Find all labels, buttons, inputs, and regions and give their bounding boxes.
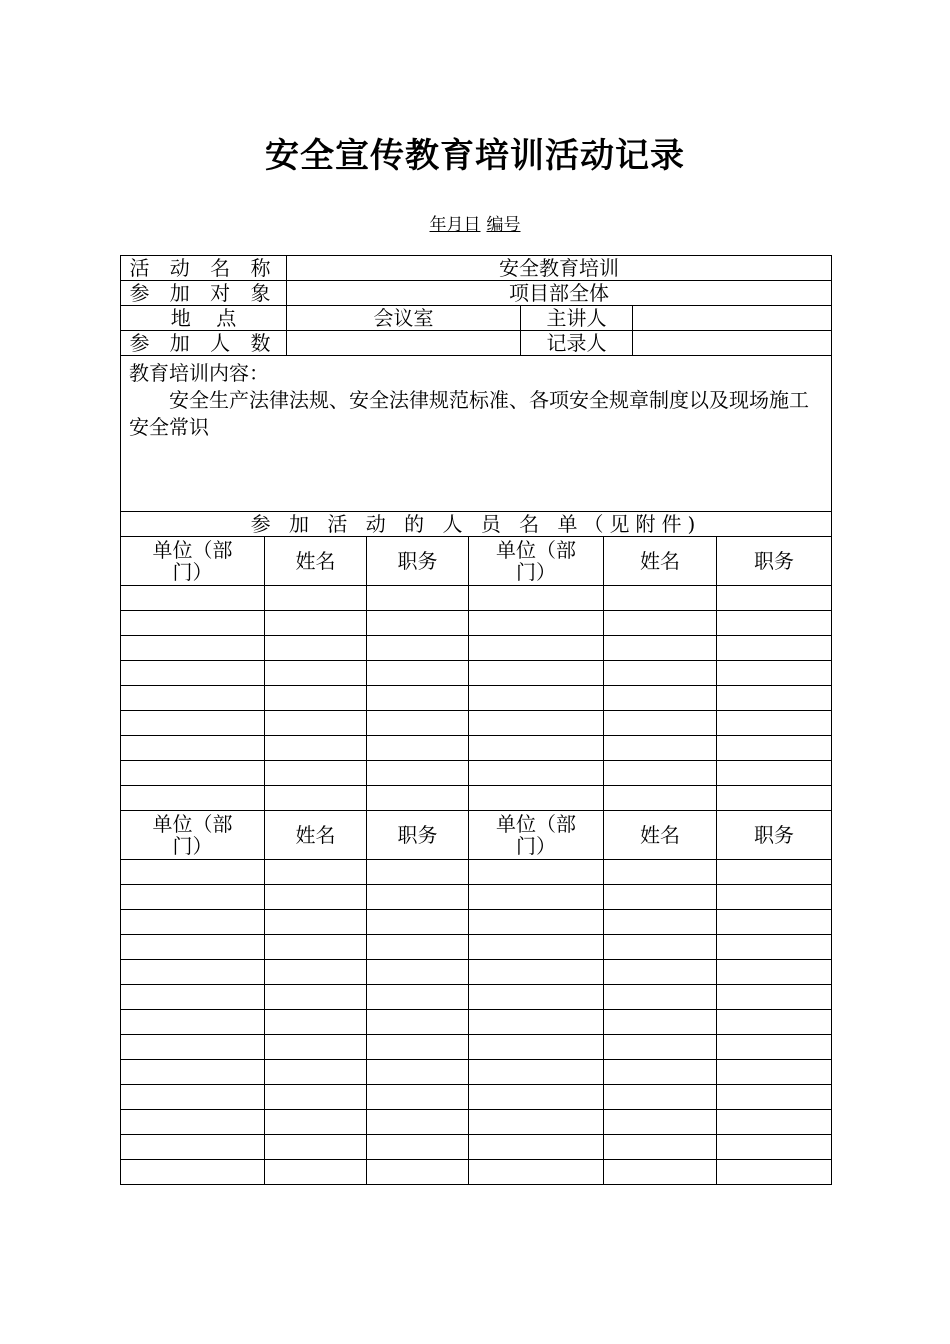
- roster-cell-position[interactable]: [367, 1085, 469, 1110]
- roster-cell-name-2[interactable]: [604, 1060, 717, 1085]
- roster-row: [121, 910, 832, 935]
- roster-cell-unit-dept-2[interactable]: [469, 1085, 604, 1110]
- training-content-row: [121, 356, 832, 512]
- roster-cell-unit-dept-2[interactable]: [469, 736, 604, 761]
- roster-cell-unit-dept-2[interactable]: [469, 1010, 604, 1035]
- roster-cell-name-2[interactable]: [604, 885, 717, 910]
- roster-cell-name[interactable]: [265, 636, 367, 661]
- roster-cell-unit-dept[interactable]: [121, 1160, 265, 1185]
- roster-cell-name[interactable]: [265, 1085, 367, 1110]
- roster-header-label: 职务: [754, 549, 794, 573]
- roster-cell-position-2[interactable]: [717, 985, 832, 1010]
- roster-cell-position-2[interactable]: [717, 711, 832, 736]
- roster-cell-name[interactable]: [265, 1135, 367, 1160]
- roster-cell-position[interactable]: [367, 686, 469, 711]
- roster-cell-unit-dept[interactable]: [121, 711, 265, 736]
- roster-row: [121, 860, 832, 885]
- roster-cell-position-2[interactable]: [717, 860, 832, 885]
- roster-header-label: 姓名: [640, 549, 680, 573]
- participants-row: [121, 281, 832, 306]
- roster-cell-name[interactable]: [265, 786, 367, 811]
- roster-cell-unit-dept-2[interactable]: [469, 860, 604, 885]
- roster-cell-name[interactable]: [265, 761, 367, 786]
- roster-row: [121, 711, 832, 736]
- roster-cell-name-2[interactable]: [604, 1085, 717, 1110]
- roster-row: [121, 1010, 832, 1035]
- roster-cell-unit-dept[interactable]: [121, 1035, 265, 1060]
- roster-cell-unit-dept[interactable]: [121, 786, 265, 811]
- roster-cell-unit-dept[interactable]: [121, 960, 265, 985]
- attendee-count-label: 参 加 人 数: [121, 331, 287, 356]
- roster-cell-unit-dept-2[interactable]: [469, 611, 604, 636]
- roster-cell-unit-dept[interactable]: [121, 1110, 265, 1135]
- roster-cell-name[interactable]: [265, 586, 367, 611]
- roster-cell-name-2[interactable]: [604, 860, 717, 885]
- roster-cell-unit-dept[interactable]: [121, 736, 265, 761]
- roster-cell-position-2[interactable]: [717, 786, 832, 811]
- roster-cell-name[interactable]: [265, 1010, 367, 1035]
- roster-header-row: [121, 811, 832, 860]
- roster-row: [121, 985, 832, 1010]
- roster-cell-unit-dept[interactable]: [121, 686, 265, 711]
- participants-label: 参 加 对 象: [121, 281, 287, 306]
- roster-row: [121, 736, 832, 761]
- roster-header-label: 姓名: [295, 823, 336, 847]
- roster-row: [121, 636, 832, 661]
- roster-cell-name-2[interactable]: [604, 1010, 717, 1035]
- roster-cell-position[interactable]: [367, 1160, 469, 1185]
- attendee-count-row: [121, 331, 832, 356]
- roster-cell-position-2[interactable]: [717, 960, 832, 985]
- roster-cell-position[interactable]: [367, 661, 469, 686]
- roster-cell-name-2[interactable]: [604, 910, 717, 935]
- roster-cell-name[interactable]: [265, 910, 367, 935]
- speaker-value[interactable]: [633, 306, 832, 331]
- roster-cell-name-2[interactable]: [604, 661, 717, 686]
- roster-cell-unit-dept[interactable]: [121, 935, 265, 960]
- roster-cell-name-2[interactable]: [604, 960, 717, 985]
- roster-cell-unit-dept[interactable]: [121, 611, 265, 636]
- roster-cell-position[interactable]: [367, 1135, 469, 1160]
- roster-header-name: [265, 811, 367, 860]
- roster-cell-unit-dept-2[interactable]: [469, 935, 604, 960]
- roster-header-position: [367, 537, 469, 586]
- attendee-count-value[interactable]: [287, 331, 521, 356]
- roster-cell-position-2[interactable]: [717, 1060, 832, 1085]
- roster-cell-unit-dept-2[interactable]: [469, 1160, 604, 1185]
- roster-title-row: [121, 512, 832, 537]
- roster-cell-position[interactable]: [367, 636, 469, 661]
- roster-cell-name[interactable]: [265, 885, 367, 910]
- roster-header-label: 单位（部门）: [496, 812, 576, 858]
- roster-cell-position-2[interactable]: [717, 661, 832, 686]
- roster-cell-unit-dept-2[interactable]: [469, 1060, 604, 1085]
- roster-cell-name[interactable]: [265, 1060, 367, 1085]
- roster-row: [121, 885, 832, 910]
- roster-row: [121, 960, 832, 985]
- roster-header-position-2: [717, 537, 832, 586]
- roster-cell-position-2[interactable]: [717, 611, 832, 636]
- roster-cell-name[interactable]: [265, 611, 367, 636]
- roster-cell-position-2[interactable]: [717, 736, 832, 761]
- roster-cell-position[interactable]: [367, 860, 469, 885]
- roster-header-label: 职务: [397, 549, 438, 573]
- roster-cell-unit-dept-2[interactable]: [469, 711, 604, 736]
- roster-cell-name-2[interactable]: [604, 611, 717, 636]
- roster-cell-name[interactable]: [265, 1035, 367, 1060]
- roster-cell-position[interactable]: [367, 1035, 469, 1060]
- roster-cell-unit-dept[interactable]: [121, 1085, 265, 1110]
- roster-cell-name-2[interactable]: [604, 985, 717, 1010]
- speaker-label: 主讲人: [521, 306, 633, 331]
- roster-row: [121, 1135, 832, 1160]
- roster-header-label: 单位（部门）: [152, 812, 233, 858]
- roster-cell-position[interactable]: [367, 960, 469, 985]
- training-content-label: 教育培训内容：: [129, 361, 269, 385]
- location-row: [121, 306, 832, 331]
- roster-cell-unit-dept[interactable]: [121, 661, 265, 686]
- roster-row: [121, 611, 832, 636]
- roster-header-row: [121, 537, 832, 586]
- roster-cell-position-2[interactable]: [717, 761, 832, 786]
- roster-cell-unit-dept[interactable]: [121, 860, 265, 885]
- roster-header-unit-dept-2: [469, 537, 604, 586]
- activity-info-table: [120, 255, 832, 537]
- date-field[interactable]: 年月日: [429, 215, 481, 235]
- roster-cell-unit-dept-2[interactable]: [469, 761, 604, 786]
- roster-cell-position-2[interactable]: [717, 885, 832, 910]
- roster-row: [121, 1060, 832, 1085]
- recorder-label: 记录人: [521, 331, 633, 356]
- roster-header-position-2: [717, 811, 832, 860]
- roster-header-unit-dept: [121, 537, 265, 586]
- roster-cell-position-2[interactable]: [717, 1085, 832, 1110]
- roster-cell-name-2[interactable]: [604, 1110, 717, 1135]
- roster-cell-name[interactable]: [265, 736, 367, 761]
- roster-cell-name-2[interactable]: [604, 586, 717, 611]
- roster-cell-name[interactable]: [265, 935, 367, 960]
- roster-cell-position-2[interactable]: [717, 686, 832, 711]
- roster-cell-position-2[interactable]: [717, 935, 832, 960]
- roster-row: [121, 1085, 832, 1110]
- roster-cell-unit-dept-2[interactable]: [469, 1035, 604, 1060]
- roster-row: [121, 686, 832, 711]
- roster-cell-name-2[interactable]: [604, 1160, 717, 1185]
- roster-cell-position[interactable]: [367, 1060, 469, 1085]
- roster-cell-position[interactable]: [367, 761, 469, 786]
- roster-header-position: [367, 811, 469, 860]
- roster-header-label: 姓名: [640, 823, 680, 847]
- activity-name-row: [121, 256, 832, 281]
- roster-cell-position-2[interactable]: [717, 1110, 832, 1135]
- roster-cell-unit-dept-2[interactable]: [469, 661, 604, 686]
- roster-cell-unit-dept[interactable]: [121, 885, 265, 910]
- roster-cell-unit-dept[interactable]: [121, 636, 265, 661]
- roster-cell-unit-dept[interactable]: [121, 586, 265, 611]
- roster-cell-position[interactable]: [367, 786, 469, 811]
- roster-cell-unit-dept[interactable]: [121, 1010, 265, 1035]
- roster-row: [121, 661, 832, 686]
- roster-header-name: [265, 537, 367, 586]
- roster-cell-name[interactable]: [265, 1160, 367, 1185]
- roster-title: 参 加 活 动 的 人 员 名 单（见附件): [121, 512, 832, 537]
- roster-row: [121, 1160, 832, 1185]
- roster-cell-unit-dept-2[interactable]: [469, 1110, 604, 1135]
- activity-name-value[interactable]: 安全教育培训: [287, 256, 832, 281]
- roster-cell-name[interactable]: [265, 985, 367, 1010]
- roster-row: [121, 786, 832, 811]
- roster-cell-position-2[interactable]: [717, 1135, 832, 1160]
- roster-cell-position-2[interactable]: [717, 586, 832, 611]
- page-title: 安全宣传教育培训活动记录: [265, 136, 685, 176]
- roster-cell-position[interactable]: [367, 1110, 469, 1135]
- roster-cell-name[interactable]: [265, 860, 367, 885]
- roster-cell-position-2[interactable]: [717, 910, 832, 935]
- roster-cell-position[interactable]: [367, 586, 469, 611]
- roster-cell-name[interactable]: [265, 1110, 367, 1135]
- roster-row: [121, 586, 832, 611]
- location-label: 地 点: [121, 306, 287, 331]
- roster-cell-name[interactable]: [265, 711, 367, 736]
- roster-cell-position[interactable]: [367, 910, 469, 935]
- roster-cell-unit-dept[interactable]: [121, 910, 265, 935]
- roster-cell-unit-dept-2[interactable]: [469, 586, 604, 611]
- activity-name-label: 活 动 名 称: [121, 256, 287, 281]
- roster-cell-position[interactable]: [367, 611, 469, 636]
- roster-cell-unit-dept[interactable]: [121, 985, 265, 1010]
- roster-header-label: 单位（部门）: [496, 538, 576, 584]
- roster-cell-position[interactable]: [367, 711, 469, 736]
- number-field[interactable]: 编号: [486, 215, 521, 235]
- roster-header-unit-dept: [121, 811, 265, 860]
- roster-cell-unit-dept[interactable]: [121, 1060, 265, 1085]
- roster-cell-position[interactable]: [367, 885, 469, 910]
- roster-row: [121, 1110, 832, 1135]
- roster-cell-name-2[interactable]: [604, 711, 717, 736]
- roster-cell-name-2[interactable]: [604, 761, 717, 786]
- training-content-cell[interactable]: [121, 356, 832, 512]
- roster-table: [120, 536, 832, 1185]
- roster-cell-name-2[interactable]: [604, 935, 717, 960]
- roster-cell-position-2[interactable]: [717, 1010, 832, 1035]
- roster-cell-unit-dept-2[interactable]: [469, 910, 604, 935]
- roster-row: [121, 935, 832, 960]
- roster-cell-position[interactable]: [367, 1010, 469, 1035]
- roster-cell-position[interactable]: [367, 736, 469, 761]
- roster-cell-name-2[interactable]: [604, 1035, 717, 1060]
- roster-cell-position[interactable]: [367, 935, 469, 960]
- roster-header-label: 单位（部门）: [152, 538, 233, 584]
- roster-cell-name-2[interactable]: [604, 686, 717, 711]
- roster-cell-unit-dept[interactable]: [121, 761, 265, 786]
- roster-cell-unit-dept-2[interactable]: [469, 885, 604, 910]
- roster-row: [121, 1035, 832, 1060]
- roster-cell-unit-dept-2[interactable]: [469, 985, 604, 1010]
- roster-header-name-2: [604, 811, 717, 860]
- roster-cell-unit-dept-2[interactable]: [469, 786, 604, 811]
- roster-cell-unit-dept-2[interactable]: [469, 1135, 604, 1160]
- roster-header-label: 职务: [397, 823, 438, 847]
- roster-cell-name-2[interactable]: [604, 736, 717, 761]
- roster-cell-unit-dept[interactable]: [121, 1135, 265, 1160]
- roster-cell-name-2[interactable]: [604, 786, 717, 811]
- training-content-body: 安全生产法律法规、安全法律规范标准、各项安全规章制度以及现场施工安全常识: [129, 388, 809, 439]
- roster-cell-unit-dept-2[interactable]: [469, 960, 604, 985]
- roster-cell-unit-dept-2[interactable]: [469, 686, 604, 711]
- roster-cell-name-2[interactable]: [604, 1135, 717, 1160]
- roster-row: [121, 761, 832, 786]
- roster-header-label: 姓名: [295, 549, 336, 573]
- roster-header-label: 职务: [754, 823, 794, 847]
- roster-cell-position-2[interactable]: [717, 1160, 832, 1185]
- roster-cell-name[interactable]: [265, 960, 367, 985]
- roster-header-unit-dept-2: [469, 811, 604, 860]
- participants-value[interactable]: 项目部全体: [287, 281, 832, 306]
- recorder-value[interactable]: [633, 331, 832, 356]
- roster-cell-name[interactable]: [265, 686, 367, 711]
- roster-cell-position-2[interactable]: [717, 1035, 832, 1060]
- roster-header-name-2: [604, 537, 717, 586]
- location-value[interactable]: 会议室: [287, 306, 521, 331]
- roster-cell-position-2[interactable]: [717, 636, 832, 661]
- roster-cell-unit-dept-2[interactable]: [469, 636, 604, 661]
- roster-cell-name[interactable]: [265, 661, 367, 686]
- roster-cell-position[interactable]: [367, 985, 469, 1010]
- date-number-line: [0, 210, 950, 235]
- roster-cell-name-2[interactable]: [604, 636, 717, 661]
